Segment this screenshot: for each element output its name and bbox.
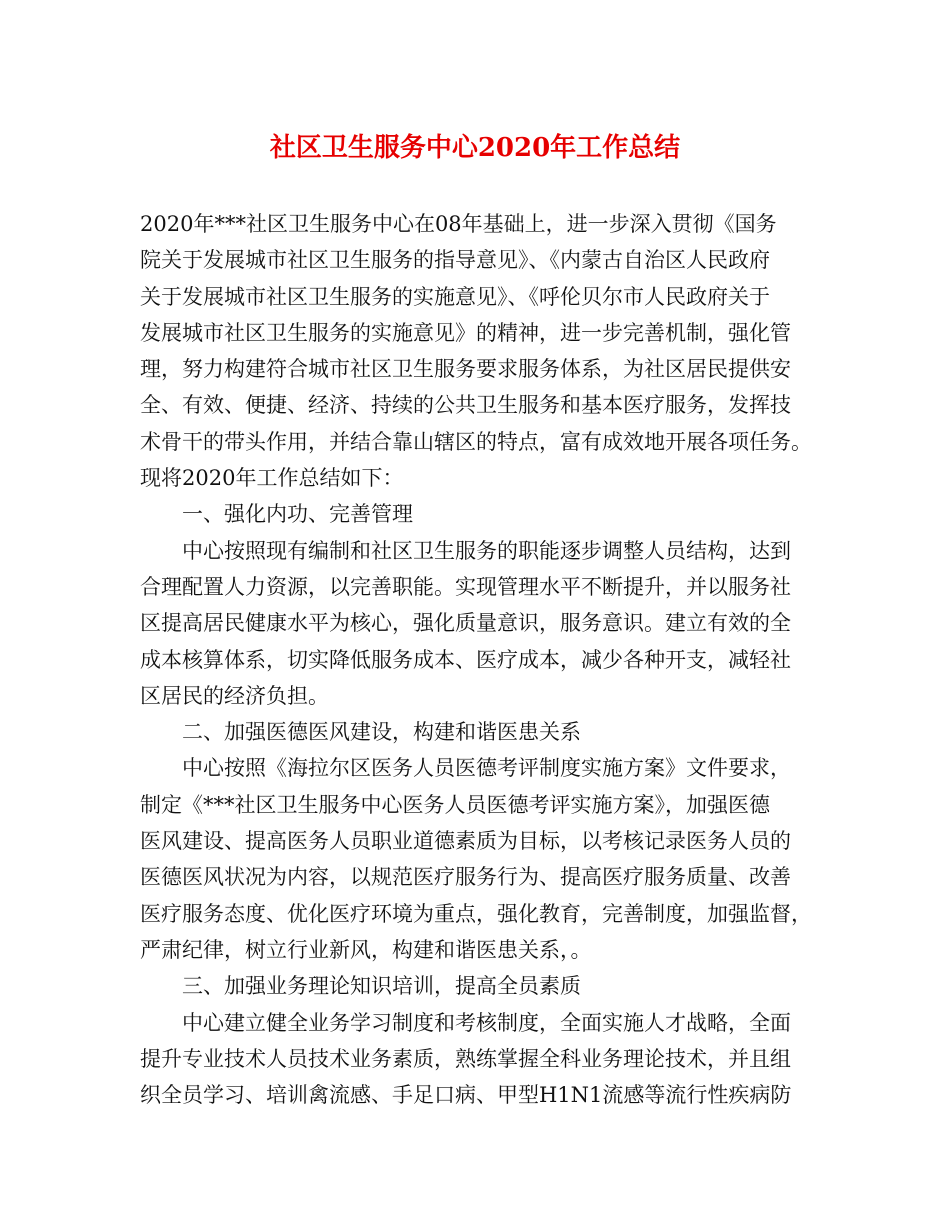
text-line: 中心建立健全业务学习制度和考核制度，全面实施人才战略，全面 — [182, 1010, 791, 1035]
text-line: 制定《***社区卫生服务中心医务人员医德考评实施方案》，加强医德 — [140, 792, 770, 817]
text-line: 严肃纪律，树立行业新风，构建和谐医患关系，。 — [140, 937, 592, 962]
section-heading-1: 一、强化内功、完善管理 — [182, 502, 413, 527]
text-line: 中心按照《海拉尔区医务人员医德考评制度实施方案》文件要求， — [182, 756, 791, 781]
text-line: 织全员学习、培训禽流感、手足口病、甲型H1N1流感等流行性疾病防 — [140, 1083, 792, 1108]
text-line: 医德医风状况为内容，以规范医疗服务行为、提高医疗服务质量、改善 — [140, 865, 791, 890]
section-heading-3: 三、加强业务理论知识培训，提高全员素质 — [182, 974, 581, 999]
text-line: 理，努力构建符合城市社区卫生服务要求服务体系，为社区居民提供安 — [140, 357, 791, 382]
text-line: 医风建设、提高医务人员职业道德素质为目标，以考核记录医务人员的 — [140, 829, 791, 854]
text-line: 全、有效、便捷、经济、持续的公共卫生服务和基本医疗服务，发挥技 — [140, 393, 791, 418]
text-line: 医疗服务态度、优化医疗环境为重点，强化教育，完善制度，加强监督， — [140, 901, 812, 926]
text-line: 区提高居民健康水平为核心，强化质量意识，服务意识。建立有效的全 — [140, 611, 791, 636]
text-line: 院关于发展城市社区卫生服务的指导意见》、《内蒙古自治区人民政府 — [140, 248, 770, 273]
text-line: 发展城市社区卫生服务的实施意见》的精神，进一步完善机制，强化管 — [140, 320, 791, 345]
document-body — [140, 206, 830, 1113]
text-line: 现将2020年工作总结如下： — [140, 466, 404, 491]
text-line: 关于发展城市社区卫生服务的实施意见》、《呼伦贝尔市人民政府关于 — [140, 284, 770, 309]
text-line: 成本核算体系，切实降低服务成本、医疗成本，减少各种开支，减轻社 — [140, 647, 791, 672]
section-3-paragraph — [140, 1005, 830, 1114]
text-line: 合理配置人力资源，以完善职能。实现管理水平不断提升，并以服务社 — [140, 574, 791, 599]
text-line: 术骨干的带头作用，并结合靠山辖区的特点，富有成效地开展各项任务。 — [140, 429, 812, 454]
document-title: 社区卫生服务中心2020年工作总结 — [269, 133, 681, 163]
text-line: 中心按照现有编制和社区卫生服务的职能逐步调整人员结构，达到 — [182, 538, 791, 563]
text-line: 区居民的经济负担。 — [140, 683, 329, 708]
section-heading-2: 二、加强医德医风建设，构建和谐医患关系 — [182, 720, 581, 745]
section-2-paragraph — [140, 750, 830, 968]
text-line: 2020年***社区卫生服务中心在08年基础上，进一步深入贯彻《国务 — [140, 212, 777, 236]
section-1-paragraph — [140, 533, 830, 714]
text-line: 提升专业技术人员技术业务素质，熟练掌握全科业务理论技术，并且组 — [140, 1046, 791, 1071]
intro-paragraph — [140, 206, 830, 496]
